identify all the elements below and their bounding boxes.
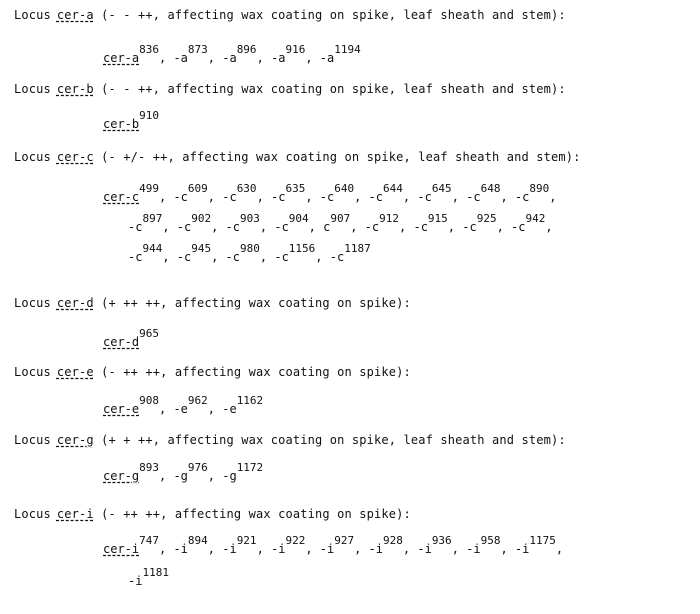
- allele-number: 630: [236, 182, 257, 195]
- allele-number: 965: [139, 327, 159, 340]
- allele: [103, 110, 159, 139]
- allele-number: 902: [191, 212, 212, 225]
- allele: [103, 535, 159, 564]
- allele-prefix: , -c: [305, 190, 335, 204]
- allele: [305, 44, 360, 73]
- allele: [159, 183, 208, 212]
- allele-prefix: , -i: [159, 542, 188, 556]
- locus-word: Locus: [14, 82, 51, 96]
- allele-line: [128, 567, 169, 596]
- allele: [103, 462, 159, 491]
- allele-prefix: cer-b: [103, 117, 140, 131]
- gene-symbol: cer-g: [56, 433, 94, 447]
- allele-prefix: , -a: [159, 51, 188, 65]
- locus-description: (- - ++, affecting wax coating on spike, leaf sheath and stem):: [101, 82, 566, 96]
- locus-word: Locus: [14, 8, 51, 22]
- locus-heading: [14, 8, 566, 22]
- allele-prefix: , -i: [207, 542, 237, 556]
- allele: [162, 243, 211, 272]
- allele-prefix: , -c: [207, 190, 237, 204]
- gene-symbol: cer-c: [56, 150, 94, 164]
- allele-number: 958: [480, 534, 501, 547]
- allele-number: 908: [139, 394, 159, 407]
- allele: [159, 535, 208, 564]
- allele-number: 945: [191, 242, 212, 255]
- allele-prefix: , -i: [354, 542, 384, 556]
- allele-number: 912: [379, 212, 400, 225]
- allele-prefix: ,: [545, 220, 553, 234]
- allele-number: 921: [236, 534, 257, 547]
- allele-prefix: cer-d: [103, 335, 140, 349]
- allele: [257, 535, 306, 564]
- allele-number: 962: [187, 394, 208, 407]
- allele: [315, 243, 370, 272]
- allele-line: [103, 535, 563, 564]
- allele-number: 915: [427, 212, 448, 225]
- allele-number: 1156: [288, 242, 316, 255]
- allele: [309, 213, 351, 242]
- allele-number: 922: [285, 534, 306, 547]
- allele-number: 1194: [334, 43, 361, 56]
- allele: [103, 328, 159, 357]
- allele-number: 942: [525, 212, 546, 225]
- gene-symbol: cer-a: [56, 8, 94, 22]
- allele-line: [128, 243, 371, 272]
- locus-heading: [14, 150, 580, 164]
- allele-prefix: -c: [128, 250, 143, 264]
- allele-number: 1181: [142, 566, 169, 579]
- allele: [354, 183, 403, 212]
- allele: [556, 535, 563, 564]
- allele: [448, 213, 497, 242]
- allele-prefix: , -c: [500, 190, 530, 204]
- allele: [208, 535, 257, 564]
- allele: [257, 183, 306, 212]
- allele-prefix: , -c: [211, 250, 241, 264]
- allele: [211, 213, 260, 242]
- allele-number: 893: [139, 461, 159, 474]
- allele: [305, 535, 354, 564]
- allele-prefix: , -i: [402, 542, 432, 556]
- locus-description: (- ++ ++, affecting wax coating on spike):: [101, 507, 411, 521]
- allele: [128, 213, 162, 242]
- gene-symbol: cer-b: [56, 82, 94, 96]
- allele-line: [103, 328, 159, 357]
- allele-prefix: , -c: [159, 190, 188, 204]
- allele-prefix: , -c: [496, 220, 526, 234]
- allele: [208, 462, 263, 491]
- allele-prefix: , -c: [447, 220, 477, 234]
- allele-number: 910: [139, 109, 159, 122]
- allele: [128, 243, 162, 272]
- allele-line: [128, 213, 553, 242]
- allele-prefix: , -g: [207, 469, 237, 483]
- allele-prefix: , -c: [399, 220, 428, 234]
- allele: [159, 462, 208, 491]
- allele-number: 976: [187, 461, 208, 474]
- allele-prefix: , -i: [305, 542, 335, 556]
- allele: [350, 213, 399, 242]
- allele: [549, 183, 556, 212]
- allele: [103, 395, 159, 424]
- allele-prefix: cer-a: [103, 51, 140, 65]
- allele-number: 927: [334, 534, 355, 547]
- allele-prefix: , -i: [500, 542, 530, 556]
- allele: [208, 395, 263, 424]
- allele: [305, 183, 354, 212]
- allele: [159, 395, 208, 424]
- allele-prefix: ,: [555, 542, 564, 556]
- allele-line: [103, 44, 361, 73]
- locus-description: (- ++ ++, affecting wax coating on spike):: [101, 365, 411, 379]
- allele-prefix: , -e: [207, 402, 237, 416]
- locus-heading: [14, 82, 566, 96]
- allele-number: 904: [288, 212, 309, 225]
- allele: [354, 535, 403, 564]
- allele: [497, 213, 546, 242]
- allele-prefix: , -i: [256, 542, 286, 556]
- locus-description: (- +/- ++, affecting wax coating on spike, leaf sheath and stem):: [101, 150, 581, 164]
- allele-prefix: , -c: [211, 220, 241, 234]
- allele-line: [103, 110, 159, 139]
- allele-number: 897: [142, 212, 163, 225]
- allele: [452, 183, 501, 212]
- allele: [103, 44, 159, 73]
- allele-number: 916: [285, 43, 306, 56]
- locus-heading: [14, 433, 566, 447]
- allele-prefix: cer-c: [103, 190, 140, 204]
- allele: [103, 183, 159, 212]
- locus-word: Locus: [14, 296, 51, 310]
- allele-prefix: , -c: [162, 250, 192, 264]
- allele-number: 936: [431, 534, 452, 547]
- allele: [208, 44, 257, 73]
- allele-prefix: , -c: [350, 220, 380, 234]
- allele-prefix: , -e: [159, 402, 188, 416]
- allele-number: 1175: [529, 534, 556, 547]
- allele-prefix: , -i: [451, 542, 481, 556]
- allele-prefix: , -a: [256, 51, 286, 65]
- allele-number: 928: [383, 534, 403, 547]
- allele-number: 640: [334, 182, 355, 195]
- allele: [208, 183, 257, 212]
- allele-number: 648: [480, 182, 501, 195]
- allele: [257, 44, 306, 73]
- allele-number: 635: [285, 182, 306, 195]
- allele-prefix: , -c: [162, 220, 192, 234]
- allele-number: 499: [139, 182, 159, 195]
- allele-prefix: , -g: [159, 469, 188, 483]
- allele: [162, 213, 211, 242]
- allele-number: 1162: [236, 394, 264, 407]
- allele: [500, 183, 549, 212]
- allele-number: 903: [240, 212, 260, 225]
- allele-number: 609: [187, 182, 208, 195]
- allele-prefix: , -a: [305, 51, 335, 65]
- allele-line: [103, 395, 263, 424]
- locus-word: Locus: [14, 150, 51, 164]
- allele-prefix: -c: [128, 220, 143, 234]
- allele-prefix: , -c: [256, 190, 286, 204]
- allele: [403, 535, 452, 564]
- allele-number: 980: [240, 242, 260, 255]
- allele: [545, 213, 552, 242]
- locus-heading: [14, 365, 411, 379]
- allele-prefix: , -c: [259, 220, 289, 234]
- allele-prefix: , -c: [259, 250, 289, 264]
- allele-number: 944: [142, 242, 163, 255]
- locus-heading: [14, 296, 411, 310]
- allele: [399, 213, 448, 242]
- allele-number: 645: [431, 182, 452, 195]
- allele-number: 1172: [236, 461, 264, 474]
- locus-description: (+ ++ ++, affecting wax coating on spike):: [101, 296, 411, 310]
- allele-prefix: -i: [128, 574, 143, 588]
- allele-number: 896: [236, 43, 257, 56]
- allele-prefix: ,: [549, 190, 557, 204]
- allele: [260, 213, 309, 242]
- locus-word: Locus: [14, 365, 51, 379]
- allele-line: [103, 462, 263, 491]
- allele: [452, 535, 501, 564]
- locus-description: (- - ++, affecting wax coating on spike, leaf sheath and stem):: [101, 8, 566, 22]
- allele-number: 836: [139, 43, 159, 56]
- gene-symbol: cer-e: [56, 365, 94, 379]
- allele-prefix: , -a: [207, 51, 237, 65]
- locus-word: Locus: [14, 433, 51, 447]
- locus-heading: [14, 507, 411, 521]
- allele-number: 907: [330, 212, 351, 225]
- allele-number: 873: [187, 43, 208, 56]
- allele: [403, 183, 452, 212]
- allele: [159, 44, 208, 73]
- allele-prefix: , c: [308, 220, 331, 234]
- allele: [260, 243, 315, 272]
- locus-description: (+ + ++, affecting wax coating on spike, leaf sheath and stem):: [101, 433, 566, 447]
- allele-prefix: , -c: [402, 190, 432, 204]
- locus-word: Locus: [14, 507, 51, 521]
- gene-symbol: cer-i: [56, 507, 94, 521]
- allele-number: 747: [139, 534, 159, 547]
- allele-prefix: cer-g: [103, 469, 140, 483]
- allele-number: 925: [476, 212, 497, 225]
- allele-prefix: , -c: [315, 250, 345, 264]
- allele: [211, 243, 260, 272]
- allele-number: 890: [529, 182, 550, 195]
- allele-prefix: cer-i: [103, 542, 140, 556]
- allele-prefix: , -c: [451, 190, 481, 204]
- gene-symbol: cer-d: [56, 296, 94, 310]
- allele-prefix: , -c: [354, 190, 384, 204]
- allele: [500, 535, 555, 564]
- allele-number: 1187: [344, 242, 371, 255]
- allele-prefix: cer-e: [103, 402, 140, 416]
- allele-number: 644: [383, 182, 403, 195]
- allele: [128, 567, 169, 596]
- allele-line: [103, 183, 556, 212]
- allele-number: 894: [187, 534, 208, 547]
